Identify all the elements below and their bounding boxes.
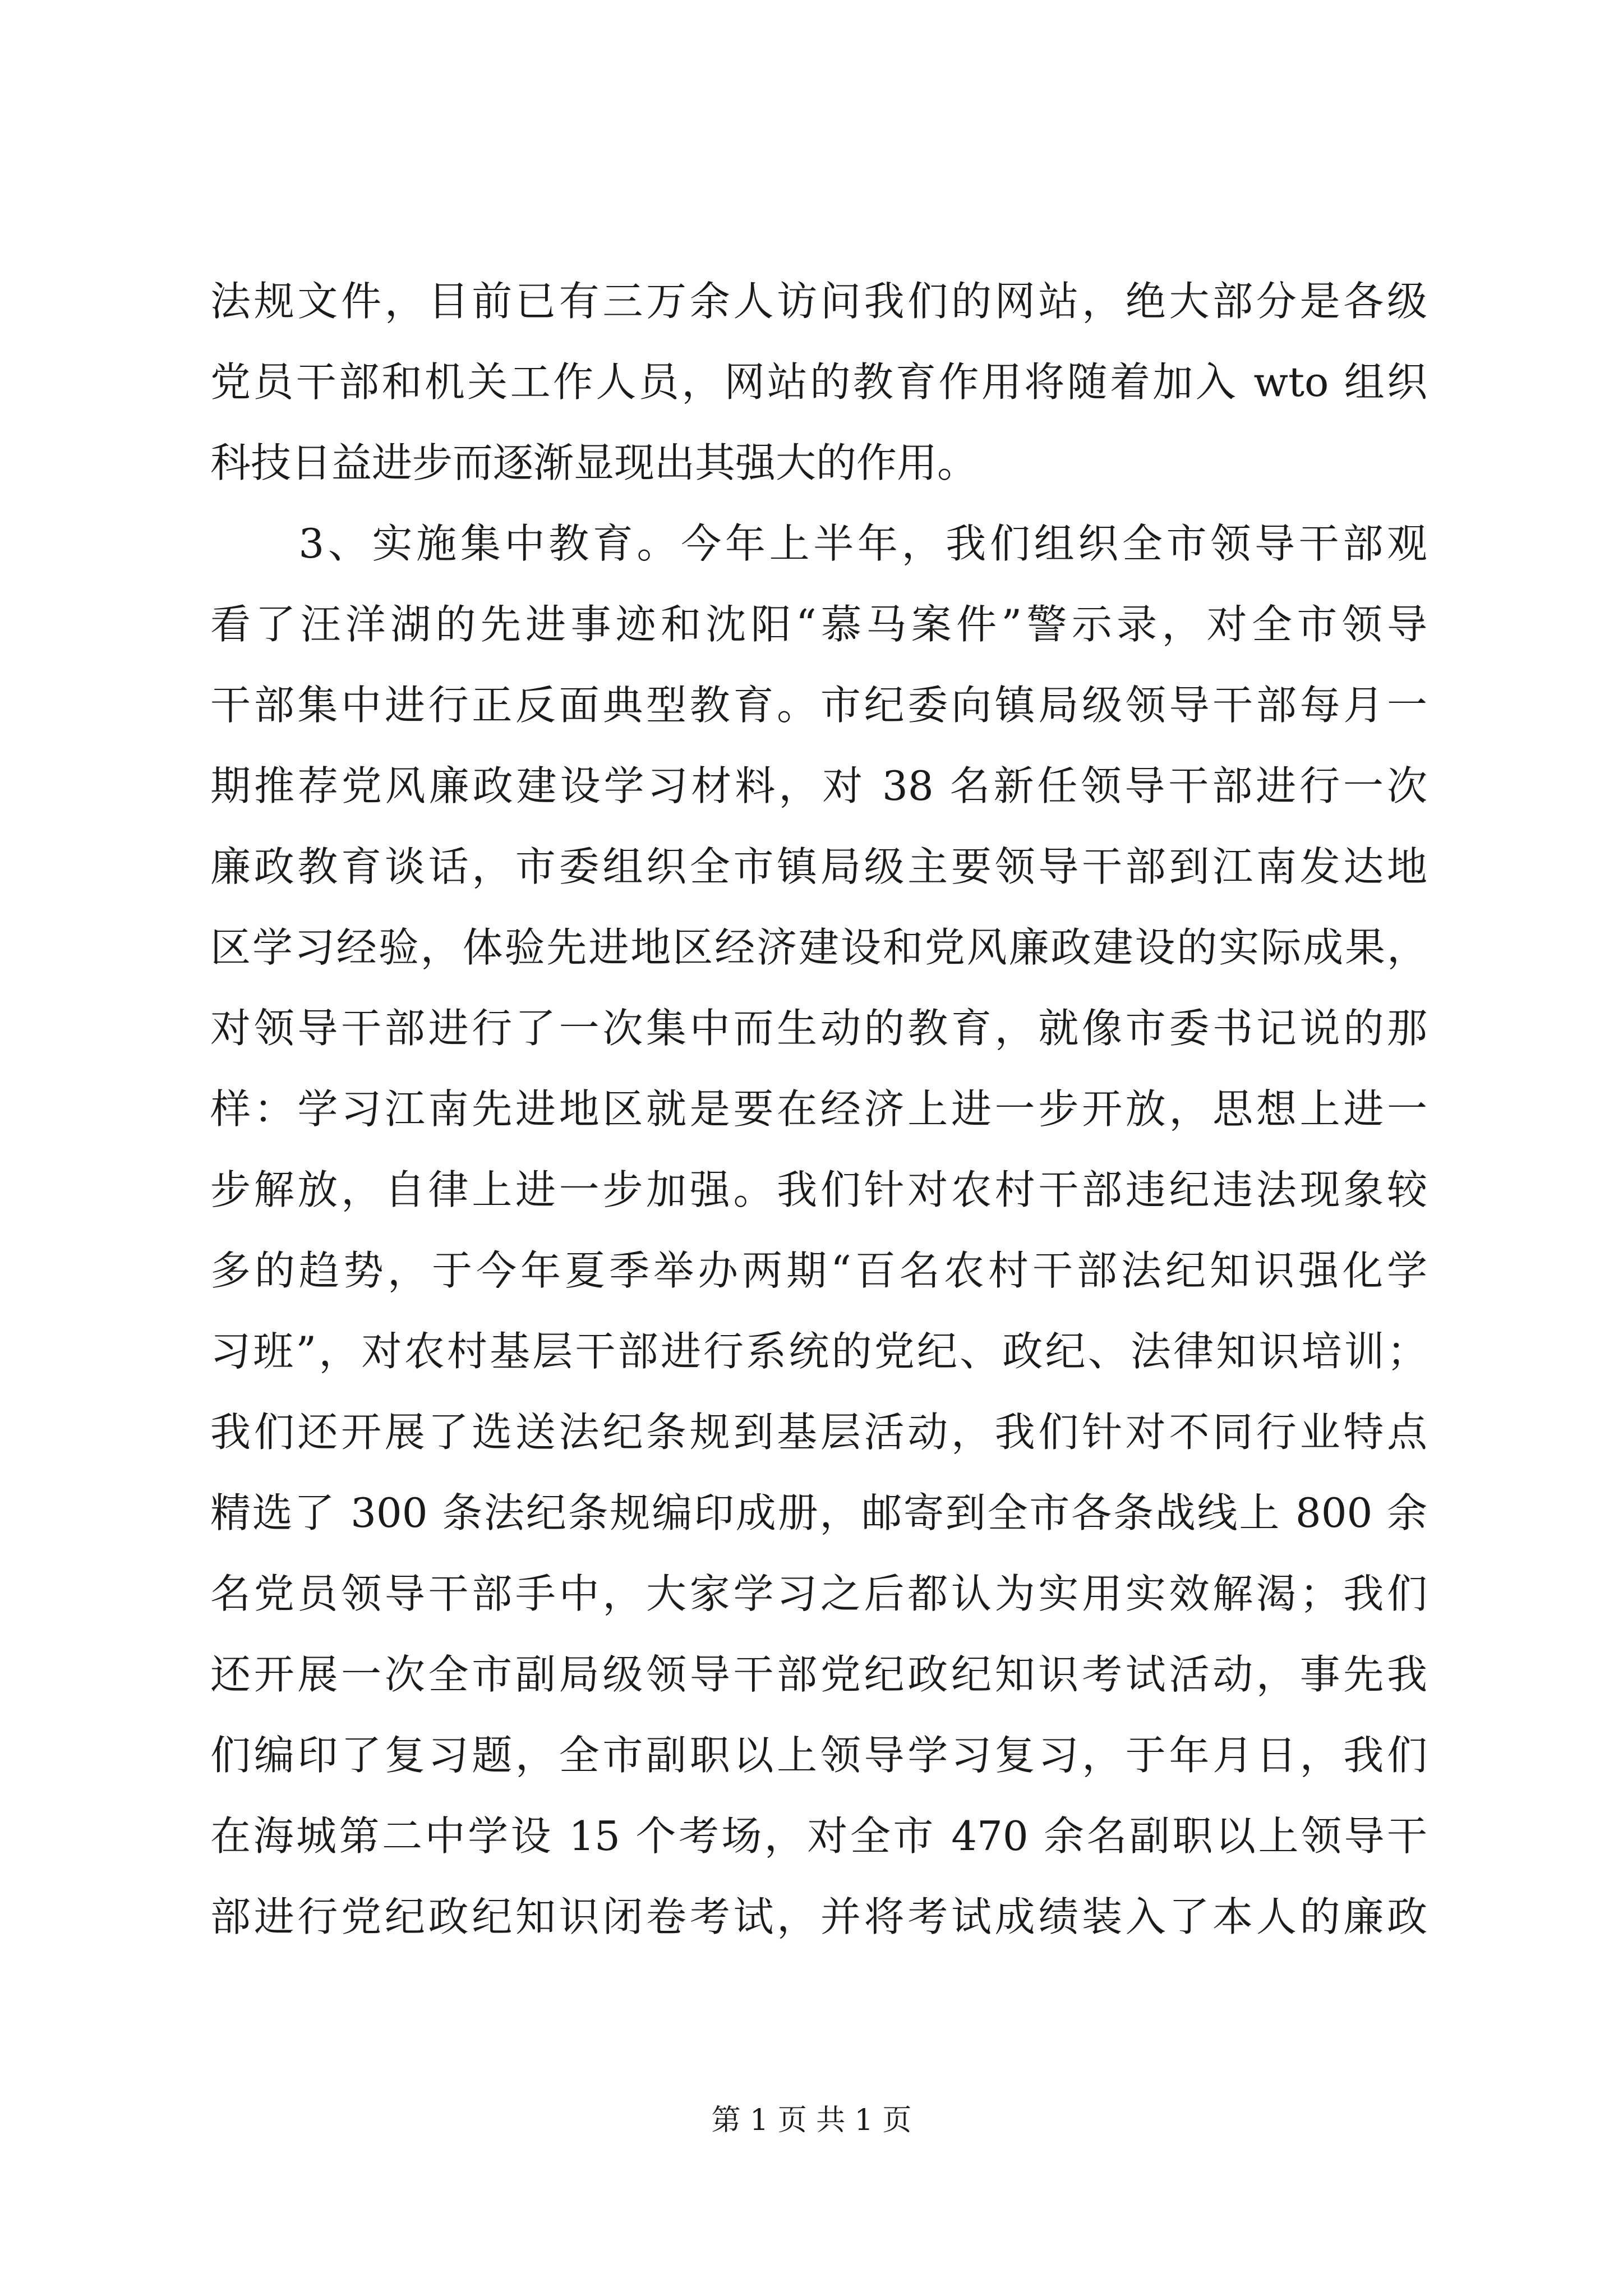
- text-line: 科技日益进步而逐渐显现出其强大的作用。: [210, 439, 978, 486]
- text-line: 还开展一次全市副局级领导干部党纪政纪知识考试活动，事先我: [210, 1651, 1427, 1698]
- text-line: 部进行党纪政纪知识闭卷考试，并将考试成绩装入了本人的廉政: [210, 1893, 1427, 1940]
- text-line: 期推荐党风廉政建设学习材料，对 38 名新任领导干部进行一次: [210, 762, 1427, 809]
- text-line: 习班”，对农村基层干部进行系统的党纪、政纪、法律知识培训；: [210, 1328, 1427, 1375]
- text-line: 步解放，自律上进一步加强。我们针对农村干部违纪违法现象较: [210, 1166, 1427, 1213]
- page-number-footer: 第 1 页 共 1 页: [711, 2104, 912, 2137]
- text-line: 在海城第二中学设 15 个考场，对全市 470 余名副职以上领导干: [210, 1812, 1427, 1860]
- text-line: 法规文件，目前已有三万余人访问我们的网站，绝大部分是各级: [210, 278, 1427, 325]
- text-line: 精选了 300 条法纪条规编印成册，邮寄到全市各条战线上 800 余: [210, 1489, 1427, 1536]
- text-line: 3、实施集中教育。今年上半年，我们组织全市领导干部观: [210, 520, 1427, 567]
- text-line: 干部集中进行正反面典型教育。市纪委向镇局级领导干部每月一: [210, 682, 1427, 729]
- text-line: 样：学习江南先进地区就是要在经济上进一步开放，思想上进一: [210, 1085, 1427, 1133]
- text-line: 党员干部和机关工作人员，网站的教育作用将随着加入 wto 组织: [210, 358, 1427, 406]
- text-line: 区学习经验，体验先进地区经济建设和党风廉政建设的实际成果，: [210, 924, 1427, 971]
- text-line: 廉政教育谈话，市委组织全市镇局级主要领导干部到江南发达地: [210, 843, 1427, 890]
- body-text: [210, 261, 1427, 1957]
- text-line: 多的趋势，于今年夏季举办两期“百名农村干部法纪知识强化学: [210, 1247, 1427, 1294]
- text-line: 我们还开展了选送法纪条规到基层活动，我们针对不同行业特点: [210, 1409, 1427, 1456]
- text-line: 看了汪洋湖的先进事迹和沈阳“慕马案件”警示录，对全市领导: [210, 601, 1427, 648]
- text-line: 们编印了复习题，全市副职以上领导学习复习，于年月日，我们: [210, 1732, 1427, 1779]
- text-line: 对领导干部进行了一次集中而生动的教育，就像市委书记说的那: [210, 1005, 1427, 1052]
- text-line: 名党员领导干部手中，大家学习之后都认为实用实效解渴；我们: [210, 1570, 1427, 1617]
